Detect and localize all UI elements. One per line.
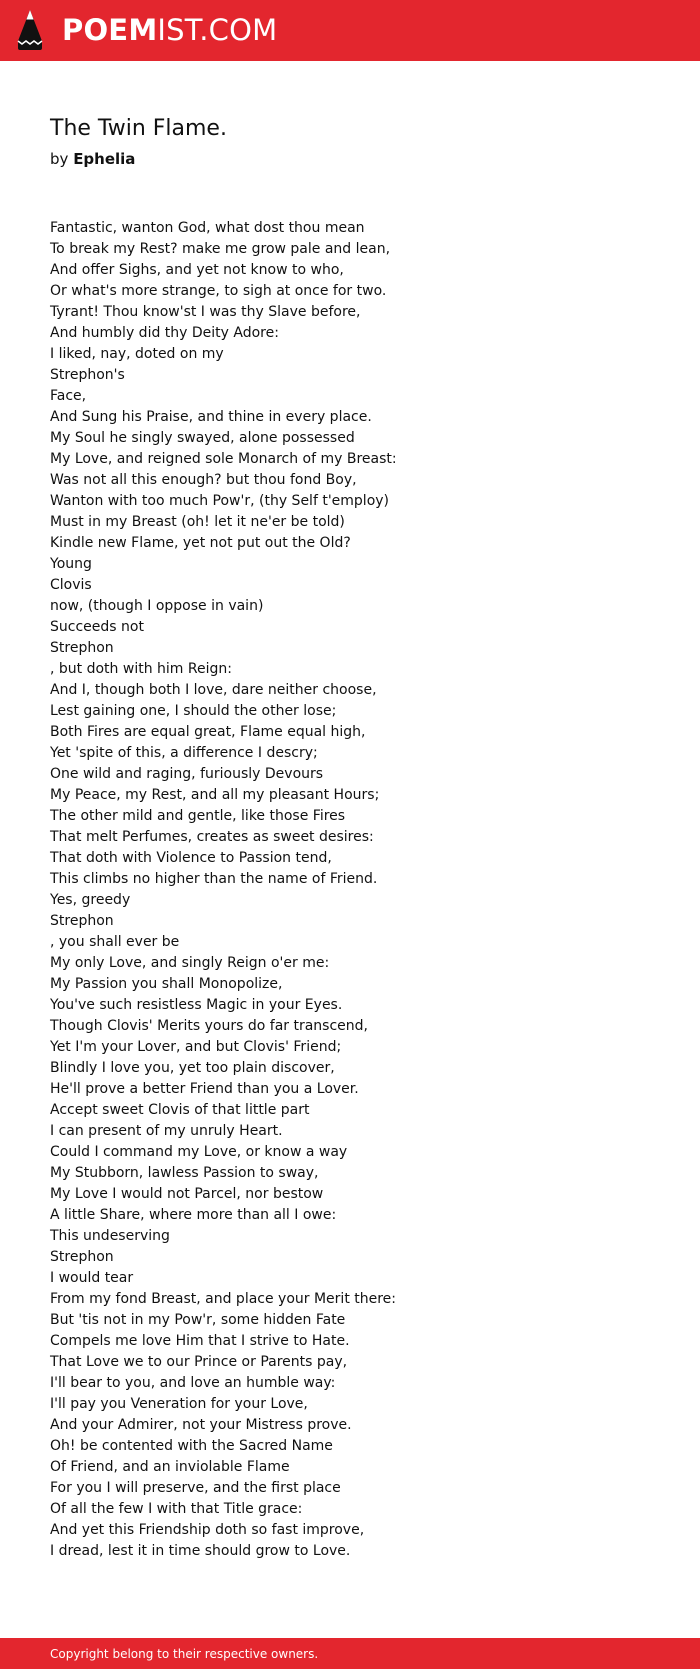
poem-line: Yet 'spite of this, a difference I descry; bbox=[50, 745, 318, 761]
poem-line: Or what's more strange, to sigh at once for two. bbox=[50, 283, 387, 299]
poem-line: Accept sweet Clovis of that little part bbox=[50, 1102, 310, 1118]
poem-line: You've such resistless Magic in your Eyes. bbox=[50, 997, 343, 1013]
poem-line: My only Love, and singly Reign o'er me: bbox=[50, 955, 330, 971]
poem-line: Must in my Breast (oh! let it ne'er be told) bbox=[50, 514, 345, 530]
poem-line: I dread, lest it in time should grow to Love. bbox=[50, 1543, 351, 1559]
poem-line: , you shall ever be bbox=[50, 934, 180, 950]
poem-line: My Soul he singly swayed, alone possessed bbox=[50, 430, 355, 446]
poem-line: now, (though I oppose in vain) bbox=[50, 598, 264, 614]
footer-copyright: Copyright belong to their respective owners. bbox=[50, 1647, 319, 1661]
poem-line: Blindly I love you, yet too plain discover, bbox=[50, 1060, 335, 1076]
poem-title: The Twin Flame. bbox=[50, 116, 227, 141]
poem-line: Of all the few I with that Title grace: bbox=[50, 1501, 303, 1517]
brand-bold-part: POEM bbox=[62, 13, 158, 47]
poem-line: And offer Sighs, and yet not know to who, bbox=[50, 262, 344, 278]
poem-line: My Peace, my Rest, and all my pleasant Hours; bbox=[50, 787, 380, 803]
poem-line: Young bbox=[50, 556, 92, 572]
site-footer bbox=[0, 1638, 700, 1669]
poem-line: , but doth with him Reign: bbox=[50, 661, 232, 677]
poem-line: Strephon bbox=[50, 1249, 114, 1265]
by-label: by bbox=[50, 150, 69, 168]
site-logo-wordmark[interactable] bbox=[62, 11, 277, 49]
poem-line: The other mild and gentle, like those Fires bbox=[50, 808, 346, 824]
poem-line: Though Clovis' Merits yours do far transcend, bbox=[50, 1018, 368, 1034]
poem-line: Face, bbox=[50, 388, 87, 404]
poem-line: Strephon bbox=[50, 913, 114, 929]
poem-line: I liked, nay, doted on my bbox=[50, 346, 224, 362]
poem-line: Succeeds not bbox=[50, 619, 144, 635]
poem-line: Yes, greedy bbox=[50, 892, 131, 908]
poem-line: My Stubborn, lawless Passion to sway, bbox=[50, 1165, 319, 1181]
poem-line: A little Share, where more than all I owe: bbox=[50, 1207, 337, 1223]
poem-line: Strephon bbox=[50, 640, 114, 656]
poem-line: Strephon's bbox=[50, 367, 125, 383]
poem-line: And Sung his Praise, and thine in every place. bbox=[50, 409, 372, 425]
poem-author[interactable]: Ephelia bbox=[73, 150, 136, 168]
poem-line: This undeserving bbox=[50, 1228, 170, 1244]
poem-body bbox=[50, 218, 650, 1562]
poem-line: One wild and raging, furiously Devours bbox=[50, 766, 324, 782]
poem-line: That doth with Violence to Passion tend, bbox=[50, 850, 332, 866]
site-header bbox=[0, 0, 700, 61]
poem-line: This climbs no higher than the name of Friend. bbox=[50, 871, 378, 887]
poem-line: But 'tis not in my Pow'r, some hidden Fate bbox=[50, 1312, 346, 1328]
poem-line: To break my Rest? make me grow pale and lean, bbox=[50, 241, 391, 257]
poem-line: Oh! be contented with the Sacred Name bbox=[50, 1438, 333, 1454]
brand-light-part: IST.COM bbox=[157, 13, 278, 47]
poem-line: And your Admirer, not your Mistress prove. bbox=[50, 1417, 352, 1433]
poem-line: Kindle new Flame, yet not put out the Old? bbox=[50, 535, 351, 551]
poem-line: I'll bear to you, and love an humble way: bbox=[50, 1375, 336, 1391]
poem-line: I can present of my unruly Heart. bbox=[50, 1123, 283, 1139]
poem-line: Both Fires are equal great, Flame equal high, bbox=[50, 724, 366, 740]
poem-line: My Love I would not Parcel, nor bestow bbox=[50, 1186, 324, 1202]
poem-line: Was not all this enough? but thou fond Boy, bbox=[50, 472, 357, 488]
poem-line: My Passion you shall Monopolize, bbox=[50, 976, 283, 992]
poem-line: From my fond Breast, and place your Merit there: bbox=[50, 1291, 397, 1307]
poem-line: And I, though both I love, dare neither choose, bbox=[50, 682, 377, 698]
poem-line: Lest gaining one, I should the other lose; bbox=[50, 703, 337, 719]
poem-line: Wanton with too much Pow'r, (thy Self t'employ) bbox=[50, 493, 390, 509]
poem-line: Tyrant! Thou know'st I was thy Slave before, bbox=[50, 304, 361, 320]
poem-line: Yet I'm your Lover, and but Clovis' Friend; bbox=[50, 1039, 342, 1055]
poem-line: Could I command my Love, or know a way bbox=[50, 1144, 348, 1160]
poem-line: I'll pay you Veneration for your Love, bbox=[50, 1396, 308, 1412]
pencil-tip-icon[interactable] bbox=[16, 9, 44, 51]
poem-line: And yet this Friendship doth so fast improve, bbox=[50, 1522, 365, 1538]
poem-line: That melt Perfumes, creates as sweet desires: bbox=[50, 829, 374, 845]
poem-line: He'll prove a better Friend than you a Lover. bbox=[50, 1081, 359, 1097]
poem-line: My Love, and reigned sole Monarch of my Breast: bbox=[50, 451, 397, 467]
poem-line: And humbly did thy Deity Adore: bbox=[50, 325, 279, 341]
poem-line: Clovis bbox=[50, 577, 92, 593]
poem-line: Compels me love Him that I strive to Hate. bbox=[50, 1333, 350, 1349]
poem-line: Fantastic, wanton God, what dost thou mean bbox=[50, 220, 365, 236]
poem-line: That Love we to our Prince or Parents pay, bbox=[50, 1354, 348, 1370]
poem-byline bbox=[50, 148, 135, 170]
poem-line: I would tear bbox=[50, 1270, 134, 1286]
poem-line: Of Friend, and an inviolable Flame bbox=[50, 1459, 290, 1475]
poem-line: For you I will preserve, and the first place bbox=[50, 1480, 341, 1496]
